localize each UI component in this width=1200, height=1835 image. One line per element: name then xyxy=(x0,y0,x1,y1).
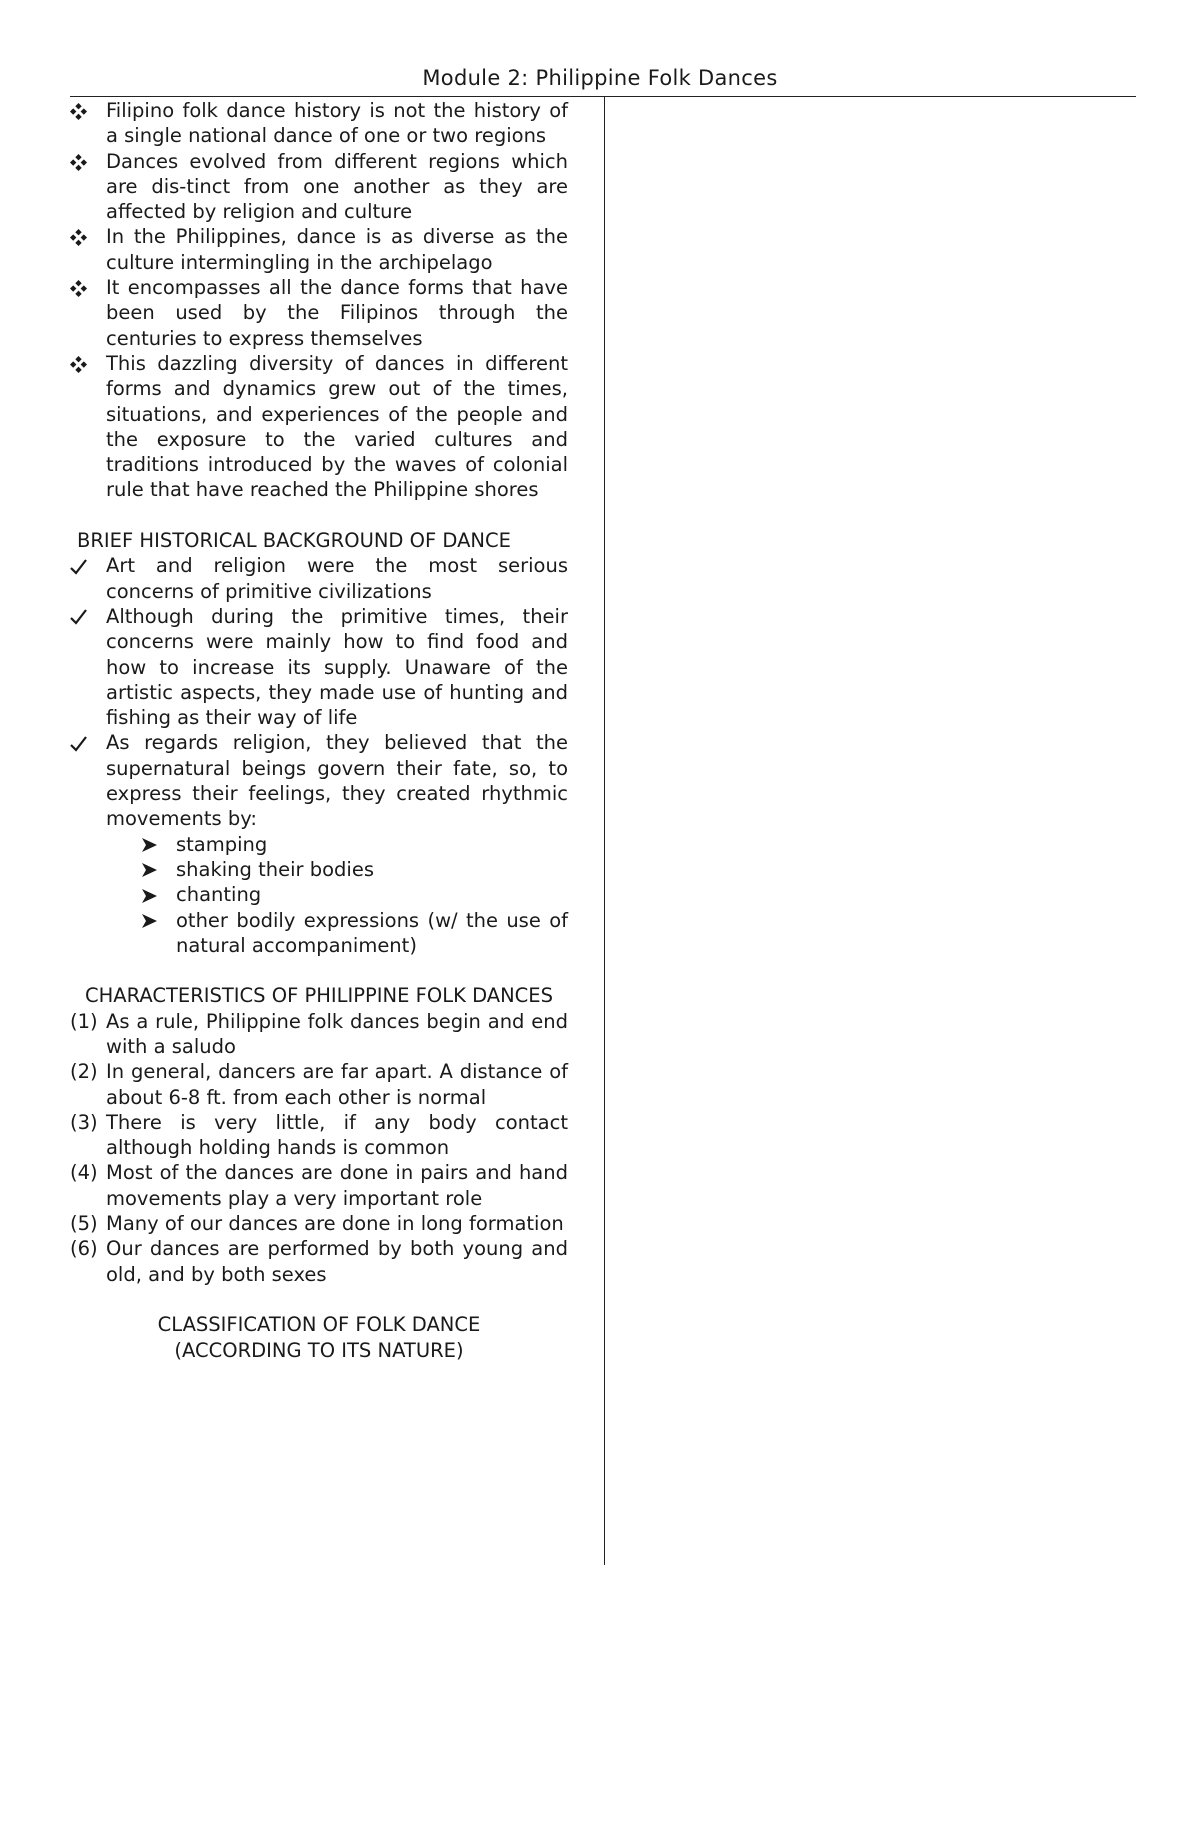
four-diamond-icon xyxy=(70,98,106,123)
item-number: (4) xyxy=(70,1161,98,1185)
history-item: As regards religion, they believed that the supernatural beings govern their fate, so, to express their feelings, they created rhythmic movements by: xyxy=(70,730,568,831)
page-title: Module 2: Philippine Folk Dances xyxy=(422,66,778,90)
history-list xyxy=(70,553,568,958)
intro-bullet-list xyxy=(70,98,568,503)
characteristic-item: (2) In general, dancers are far apart. A distance of about 6-8 ft. from each other is normal xyxy=(70,1060,568,1109)
four-diamond-icon xyxy=(70,275,106,300)
item-number: (1) xyxy=(70,1009,98,1033)
history-sub-item: shaking their bodies xyxy=(70,857,568,882)
four-diamond-icon xyxy=(70,149,106,174)
history-item: Art and religion were the most serious concerns of primitive civilizations xyxy=(70,553,568,604)
history-sub-item: stamping xyxy=(70,832,568,857)
left-column xyxy=(70,98,568,1363)
characteristic-item: (5) Many of our dances are done in long formation xyxy=(70,1212,564,1236)
checkmark-icon xyxy=(70,553,106,578)
history-sub-item: other bodily expressions (w/ the use of natural accompaniment) xyxy=(70,908,568,959)
classification-heading: CLASSIFICATION OF FOLK DANCE (ACCORDING TO ITS NATURE) xyxy=(157,1313,481,1362)
intro-bullet: Dances evolved from different regions which are dis-tinct from one another as they are affected by religion and culture xyxy=(70,149,568,225)
column-divider xyxy=(604,97,605,1565)
characteristics-list xyxy=(70,1009,568,1287)
characteristic-item: (3) There is very little, if any body contact although holding hands is common xyxy=(70,1110,568,1160)
history-sub-item: chanting xyxy=(70,882,568,907)
item-number: (5) xyxy=(70,1212,98,1236)
intro-bullet: In the Philippines, dance is as diverse as the culture intermingling in the archipelago xyxy=(70,224,568,275)
intro-bullet: It encompasses all the dance forms that have been used by the Filipinos through the centuries to express themselves xyxy=(70,275,568,351)
item-number: (6) xyxy=(70,1237,98,1261)
history-heading: BRIEF HISTORICAL BACKGROUND OF DANCE xyxy=(77,529,511,553)
arrowhead-icon xyxy=(142,908,157,933)
checkmark-icon xyxy=(70,730,106,755)
characteristics-heading: CHARACTERISTICS OF PHILIPPINE FOLK DANCES xyxy=(84,984,553,1008)
four-diamond-icon xyxy=(70,224,106,249)
arrowhead-icon xyxy=(142,832,157,857)
characteristic-item: (4) Most of the dances are done in pairs and hand movements play a very important role xyxy=(70,1161,568,1210)
item-number: (3) xyxy=(70,1110,98,1134)
history-item: Although during the primitive times, their concerns were mainly how to find food and how to increase its supply. Unaware of the artistic aspects, they made use of hunting and fishing as their way of life xyxy=(70,604,568,730)
intro-bullet: This dazzling diversity of dances in different forms and dynamics grew out of the times, situations, and experiences of the people and the exposure to the varied cultures and traditions introduced by the waves of colonial rule that have reached the Philippine shores xyxy=(70,351,568,503)
characteristic-item: (6) Our dances are performed by both young and old, and by both sexes xyxy=(70,1237,568,1286)
characteristic-item: (1) As a rule, Philippine folk dances begin and end with a saludo xyxy=(70,1009,568,1058)
history-sub-list xyxy=(70,832,568,958)
arrowhead-icon xyxy=(142,857,157,882)
checkmark-icon xyxy=(70,604,106,629)
arrowhead-icon xyxy=(142,882,157,907)
four-diamond-icon xyxy=(70,351,106,376)
intro-bullet: Filipino folk dance history is not the history of a single national dance of one or two regions xyxy=(70,98,568,149)
item-number: (2) xyxy=(70,1060,98,1084)
title-rule xyxy=(70,96,1136,97)
